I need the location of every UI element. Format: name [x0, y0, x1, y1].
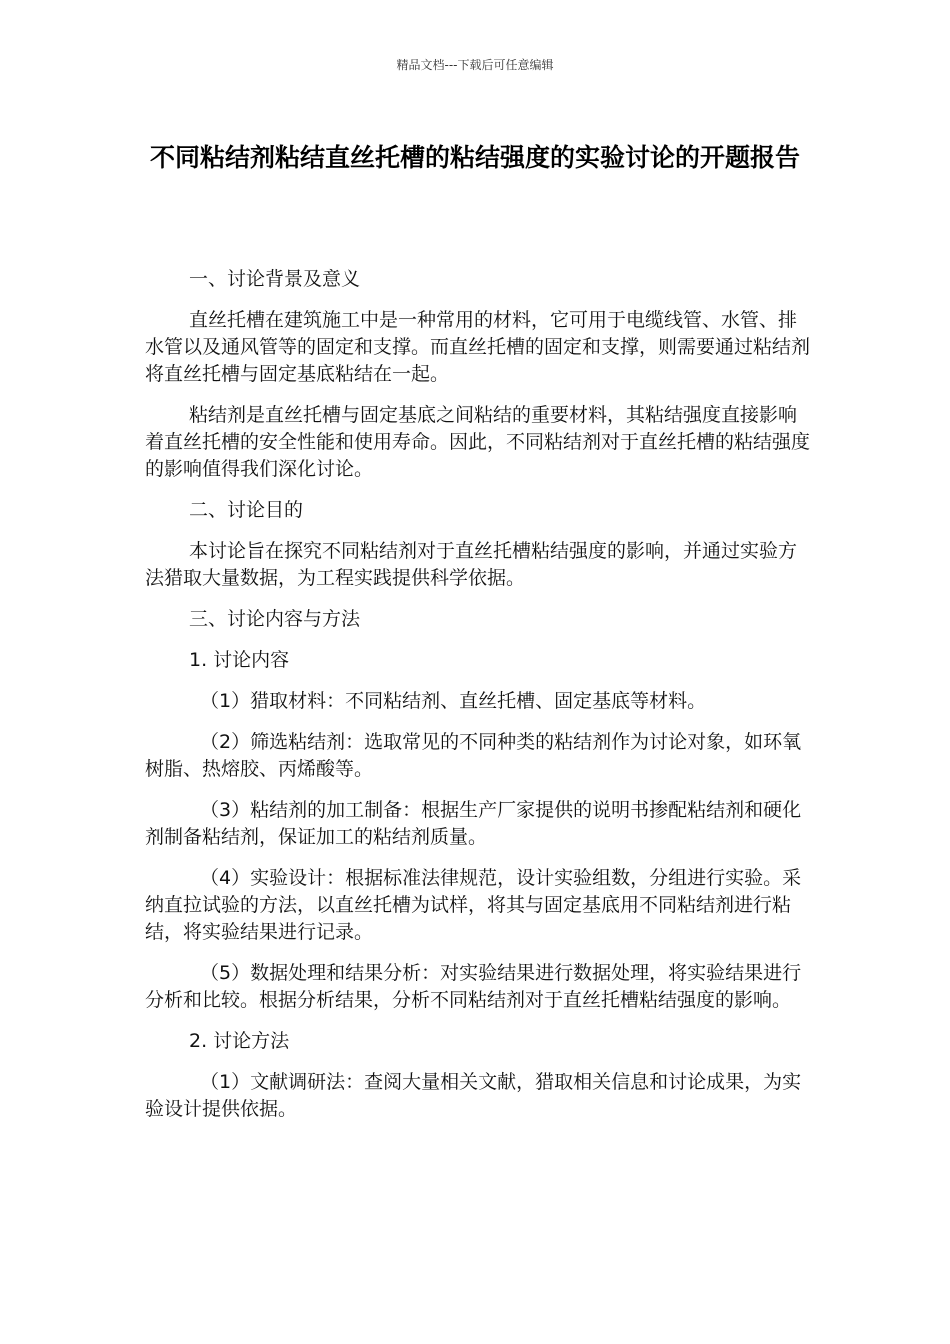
section-heading-content-method: 三、讨论内容与方法 [189, 608, 361, 630]
section-heading-background: 一、讨论背景及意义 [189, 268, 361, 290]
list-item-content-3: （3）粘结剂的加工制备：根据生产厂家提供的说明书掺配粘结剂和硬化剂制备粘结剂，保证加工的粘结剂质量。 [145, 799, 802, 848]
list-item-content-5: （5）数据处理和结果分析：对实验结果进行数据处理，将实验结果进行分析和比较。根据分析结果，分析不同粘结剂对于直丝托槽粘结强度的影响。 [145, 962, 802, 1011]
section-heading-purpose: 二、讨论目的 [189, 499, 304, 521]
list-item-content-4: （4）实验设计：根据标准法律规范，设计实验组数，分组进行实验。采纳直拉试验的方法，以直丝托槽为试样，将其与固定基底用不同粘结剂进行粘结，将实验结果进行记录。 [145, 867, 802, 943]
paragraph-background-2: 粘结剂是直丝托槽与固定基底之间粘结的重要材料，其粘结强度直接影响着直丝托槽的安全性能和使用寿命。因此，不同粘结剂对于直丝托槽的粘结强度的影响值得我们深化讨论。 [145, 404, 811, 480]
list-item-method-1: （1）文献调研法：查阅大量相关文献，猎取相关信息和讨论成果，为实验设计提供依据。 [145, 1071, 802, 1120]
paragraph-purpose: 本讨论旨在探究不同粘结剂对于直丝托槽粘结强度的影响，并通过实验方法猎取大量数据，为工程实践提供科学依据。 [145, 540, 798, 589]
list-item-content-2: （2）筛选粘结剂：选取常见的不同种类的粘结剂作为讨论对象，如环氧树脂、热熔胶、丙烯酸等。 [145, 731, 802, 780]
subheading-content: 1. 讨论内容 [189, 649, 290, 671]
paragraph-background-1: 直丝托槽在建筑施工中是一种常用的材料，它可用于电缆线管、水管、排水管以及通风管等的固定和支撑。而直丝托槽的固定和支撑，则需要通过粘结剂将直丝托槽与固定基底粘结在一起。 [145, 309, 811, 385]
document-body [145, 266, 810, 1137]
subheading-method: 2. 讨论方法 [189, 1030, 290, 1052]
list-item-content-1: （1）猎取材料：不同粘结剂、直丝托槽、固定基底等材料。 [200, 690, 707, 712]
page-header-note: 精品文档---下载后可任意编辑 [396, 58, 554, 72]
document-title: 不同粘结剂粘结直丝托槽的粘结强度的实验讨论的开题报告 [149, 143, 800, 172]
